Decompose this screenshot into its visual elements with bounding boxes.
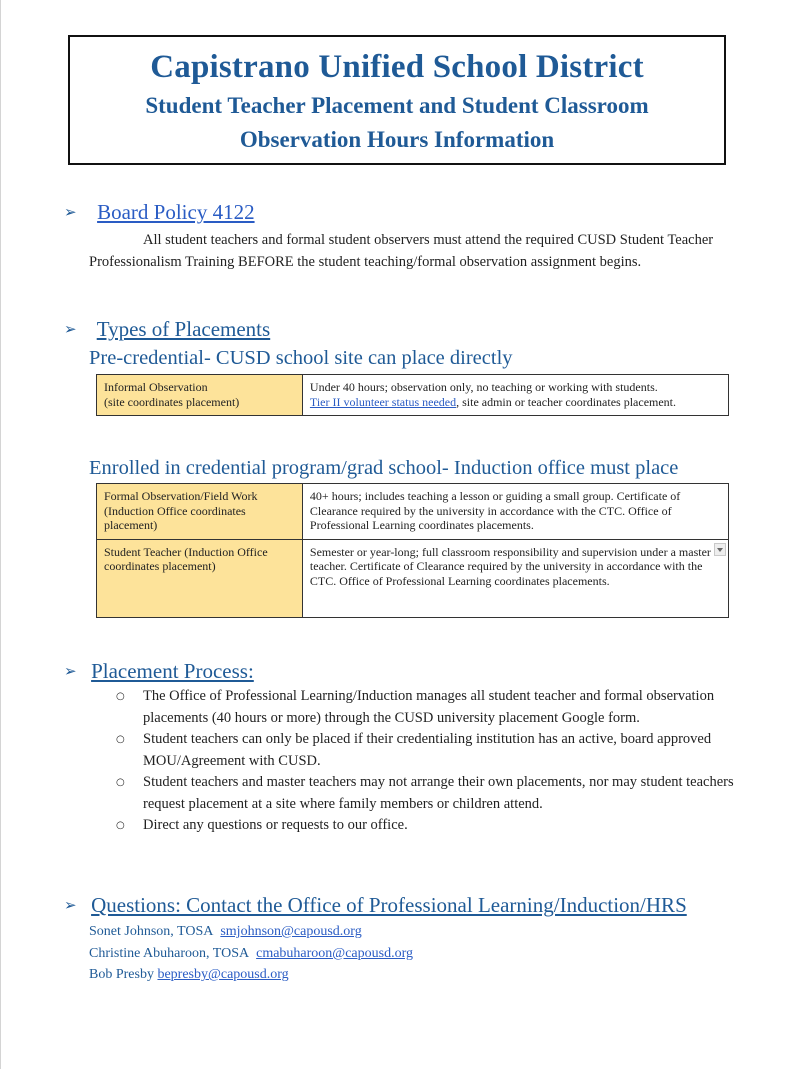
contact-email-link[interactable]: cmabuharoon@capousd.org xyxy=(256,945,413,961)
subtitle-line-1: Student Teacher Placement and Student Classroom xyxy=(145,93,649,118)
list-item xyxy=(116,686,746,729)
placement-description-cell xyxy=(302,375,728,416)
dropdown-arrow-icon[interactable] xyxy=(714,543,726,556)
placement-type-cell: Formal Observation/Field Work (Induction Office coordinates placement) xyxy=(97,484,303,540)
board-policy-link[interactable]: Board Policy 4122 xyxy=(97,200,255,224)
placement-coordinator-label: (site coordinates placement) xyxy=(104,394,240,409)
board-policy-text xyxy=(89,229,749,273)
placement-description-cell xyxy=(302,539,728,617)
page-edge xyxy=(0,0,1,1069)
table-row xyxy=(97,484,729,540)
contact-name: Bob Presby xyxy=(89,967,154,982)
pre-credential-subheading: Pre-credential- CUSD school site can place directly xyxy=(89,347,513,369)
contact-name: Sonet Johnson, TOSA xyxy=(89,924,214,939)
placement-process-link[interactable]: Placement Process: xyxy=(91,659,254,683)
list-item-text: Direct any questions or requests to our office. xyxy=(143,817,408,833)
questions-contact-link[interactable]: Questions: Contact the Office of Professional Learning/Induction/HRS xyxy=(91,893,687,917)
list-item xyxy=(116,815,746,837)
title-box xyxy=(68,35,726,165)
placement-type-cell xyxy=(97,375,303,416)
pre-credential-table xyxy=(96,374,729,416)
placement-type-label: Informal Observation xyxy=(104,380,208,394)
list-item-text: Student teachers and master teachers may not arrange their own placements, nor may student teachers request placement at a site where family members or children attend. xyxy=(143,774,734,812)
subtitle-line-2: Observation Hours Information xyxy=(239,127,555,152)
placement-description-rest: , site admin or teacher coordinates placement. xyxy=(456,394,677,409)
hollow-circle-bullet-icon: ○ xyxy=(116,691,125,702)
tier-ii-volunteer-link[interactable]: Tier II volunteer status needed xyxy=(309,394,457,409)
list-item xyxy=(116,729,746,772)
board-policy-body: All student teachers and formal student observers must attend the required CUSD Student Teacher Professionalism Training BEFORE the student teaching/formal observation assignment begins. xyxy=(89,232,714,270)
arrow-bullet-icon: ➢ xyxy=(64,896,77,914)
board-policy-heading xyxy=(64,200,255,224)
document-title: Capistrano Unified School District xyxy=(150,49,644,85)
list-item-text: Student teachers can only be placed if their credentialing institution has an active, board approved MOU/Agreement with CUSD. xyxy=(143,731,712,769)
placement-description-text: Semester or year-long; full classroom responsibility and supervision under a master teacher. Certificate of Clearance required by the university in accordance with the CTC. Office of Professional Learning coordinates placements. xyxy=(309,544,711,588)
document-subtitle xyxy=(70,89,724,157)
enrolled-subheading: Enrolled in credential program/grad school- Induction office must place xyxy=(89,457,679,479)
hollow-circle-bullet-icon: ○ xyxy=(116,820,125,831)
contact-row xyxy=(89,921,413,943)
questions-heading xyxy=(64,893,687,917)
placement-process-list xyxy=(116,686,746,837)
arrow-bullet-icon: ➢ xyxy=(64,662,77,680)
list-item xyxy=(116,772,746,815)
enrolled-table xyxy=(96,483,729,618)
list-item-text: The Office of Professional Learning/Induction manages all student teacher and formal observation placements (40 hours or more) through the CUSD university placement Google form. xyxy=(143,688,715,726)
placement-description-line xyxy=(310,395,722,410)
types-of-placements-link[interactable]: Types of Placements xyxy=(96,317,271,341)
placement-description-cell: 40+ hours; includes teaching a lesson or guiding a small group. Certificate of Clearance required by the university in accordance with the CTC. Office of Professional Learning coordinates placements. xyxy=(302,484,728,540)
placement-description-line: Under 40 hours; observation only, no teaching or working with students. xyxy=(309,380,658,394)
hollow-circle-bullet-icon: ○ xyxy=(116,734,125,745)
arrow-bullet-icon: ➢ xyxy=(64,203,77,221)
contact-email-link[interactable]: bepresby@capousd.org xyxy=(157,967,289,982)
contact-row xyxy=(89,964,413,986)
contacts-list xyxy=(89,921,413,986)
hollow-circle-bullet-icon: ○ xyxy=(116,777,125,788)
contact-row xyxy=(89,943,413,965)
placement-process-heading xyxy=(64,659,254,683)
arrow-bullet-icon: ➢ xyxy=(64,320,77,338)
types-heading xyxy=(64,317,270,341)
contact-email-link[interactable]: smjohnson@capousd.org xyxy=(220,924,362,939)
table-row xyxy=(97,375,729,416)
table-row xyxy=(97,539,729,617)
contact-name: Christine Abuharoon, TOSA xyxy=(89,945,250,961)
placement-type-cell: Student Teacher (Induction Office coordinates placement) xyxy=(97,539,303,617)
